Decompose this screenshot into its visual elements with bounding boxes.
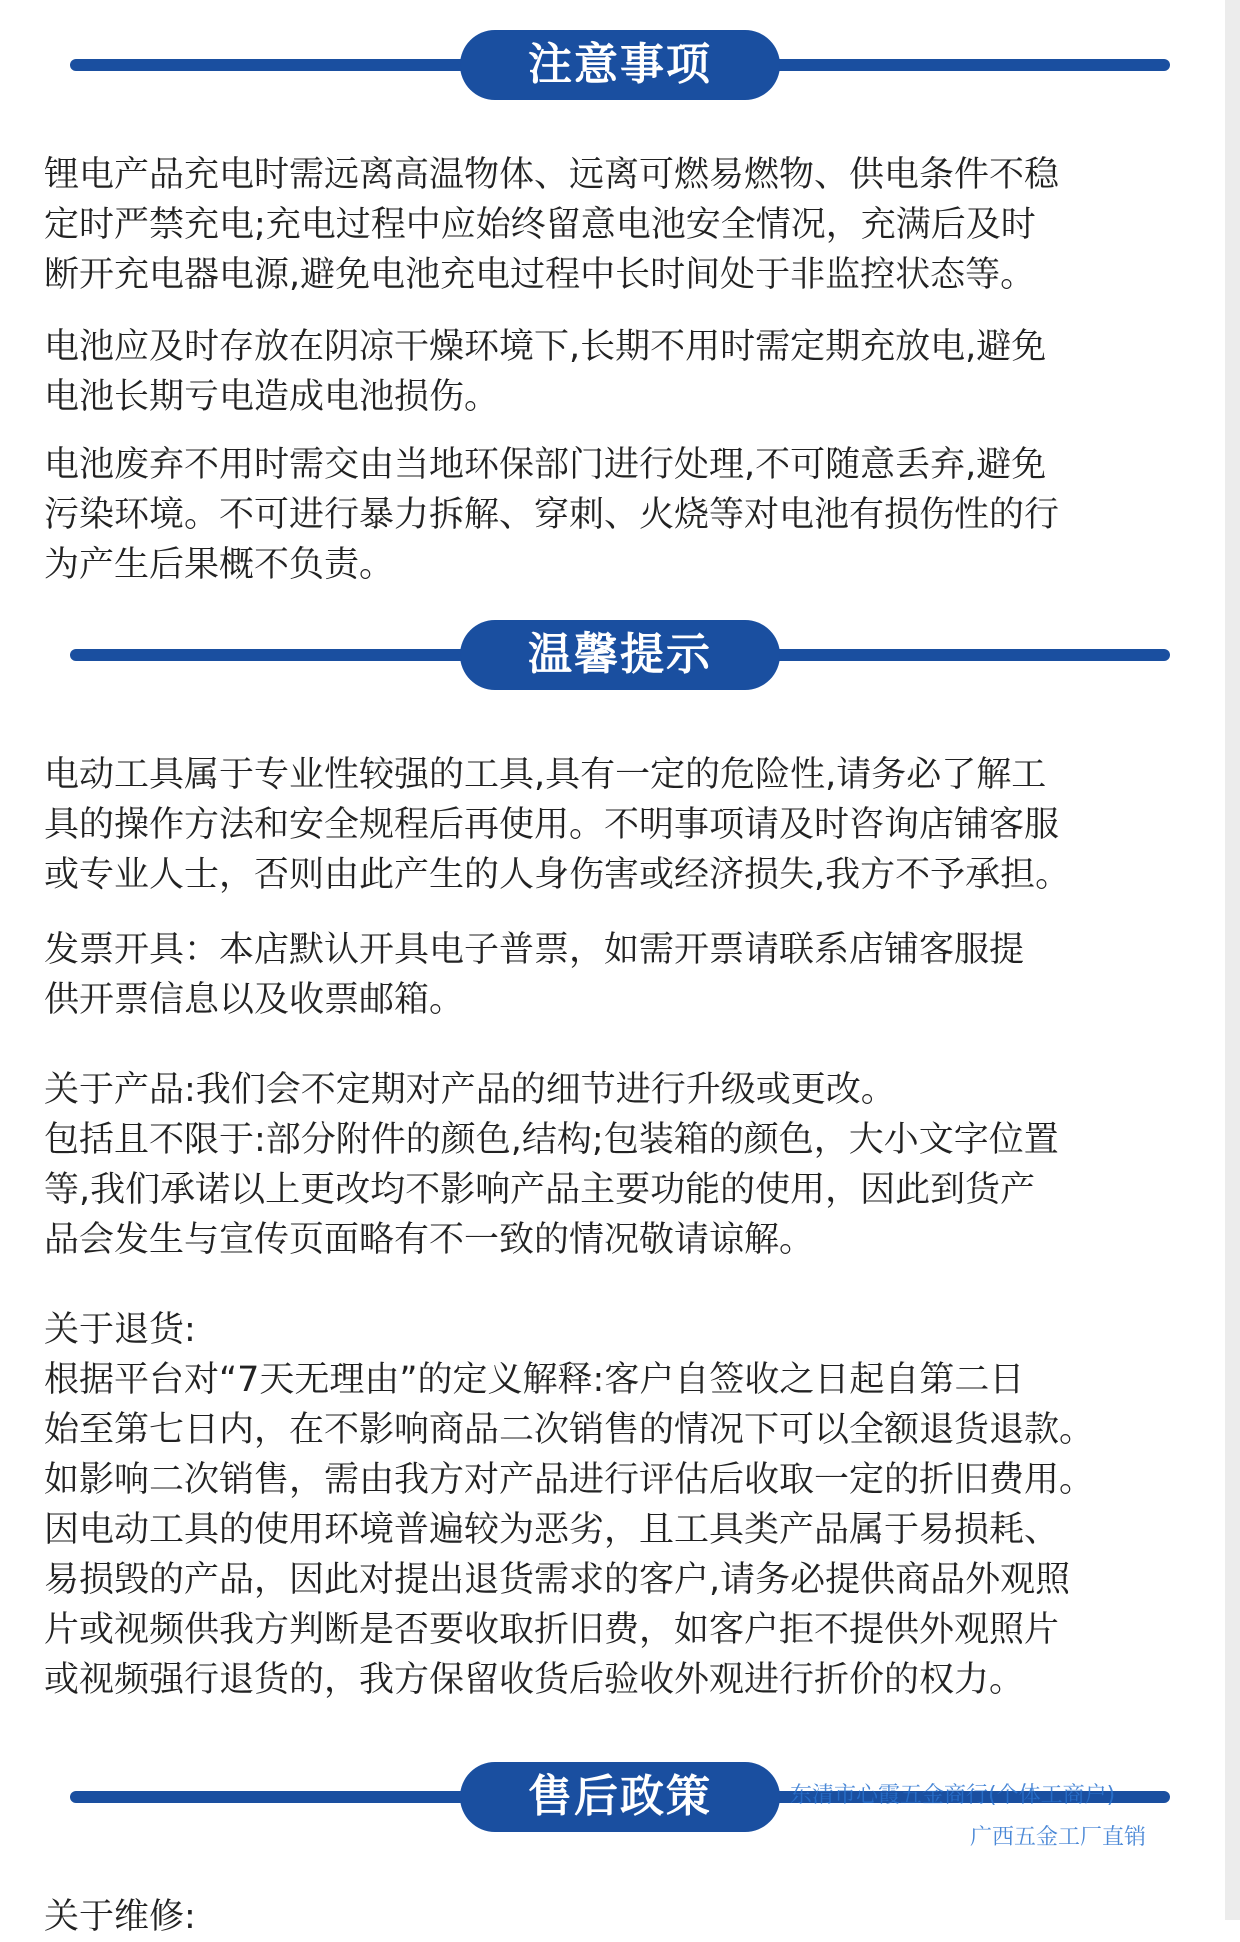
shop-watermark-line2: 广西五金工厂直销 bbox=[970, 1825, 1147, 1850]
section-title: 注意事项 bbox=[460, 30, 780, 100]
paragraph-returns: 关于退货: 根据平台对“7天无理由”的定义解释:客户自签收之日起自第二日 始至第七日内，在不影响商品二次销售的情况下可以全额退货退款。 如影响二次销售，需由我方对产品进行评估后收取一定的折旧费用。 因电动工具的使用环境普遍较为恶劣，且工具类产品属于易损耗、 易损毁的产品，因此对提出退货需求的客户,请务必提供商品外观照 片或视频供我方判断是否要收取折旧费，如客户拒不提供外观照片 或视频强行退货的，我方保留收货后验收外观进行折价的权力。 bbox=[44, 1310, 1095, 1700]
section-title: 温馨提示 bbox=[460, 620, 780, 690]
paragraph-battery-disposal: 电池废弃不用时需交由当地环保部门进行处理,不可随意丢弃,避免 污染环境。不可进行暴力拆解、穿刺、火烧等对电池有损伤性的行 为产生后果概不负责。 bbox=[44, 445, 1060, 585]
paragraph-tool-safety: 电动工具属于专业性较强的工具,具有一定的危险性,请务必了解工 具的操作方法和安全规程后再使用。不明事项请及时咨询店铺客服 或专业人士，否则由此产生的人身伤害或经济损失,我方不予承担。 bbox=[44, 755, 1071, 895]
section-header-tips bbox=[70, 620, 1170, 690]
paragraph-charging-safety: 锂电产品充电时需远离高温物体、远离可燃易燃物、供电条件不稳 定时严禁充电;充电过程中应始终留意电池安全情况，充满后及时 断开充电器电源,避免电池充电过程中长时间处于非监控状态等。 bbox=[44, 155, 1060, 295]
section-title: 售后政策 bbox=[460, 1762, 780, 1832]
paragraph-invoice: 发票开具：本店默认开具电子普票，如需开票请联系店铺客服提 供开票信息以及收票邮箱。 bbox=[44, 930, 1025, 1020]
paragraph-product-changes: 关于产品:我们会不定期对产品的细节进行升级或更改。 包括且不限于:部分附件的颜色,结构;包装箱的颜色，大小文字位置 等,我们承诺以上更改均不影响产品主要功能的使用，因此到货产 品会发生与宣传页面略有不一致的情况敬请谅解。 bbox=[44, 1070, 1059, 1260]
shop-watermark-line1: 东清市心霞五金商行(个体工商户) bbox=[790, 1783, 1116, 1808]
paragraph-repairs-heading: 关于维修: bbox=[44, 1897, 196, 1937]
section-header-precautions bbox=[70, 30, 1170, 100]
paragraph-battery-storage: 电池应及时存放在阴凉干燥环境下,长期不用时需定期充放电,避免 电池长期亏电造成电池损伤。 bbox=[44, 327, 1047, 417]
page-edge bbox=[1225, 0, 1240, 1920]
